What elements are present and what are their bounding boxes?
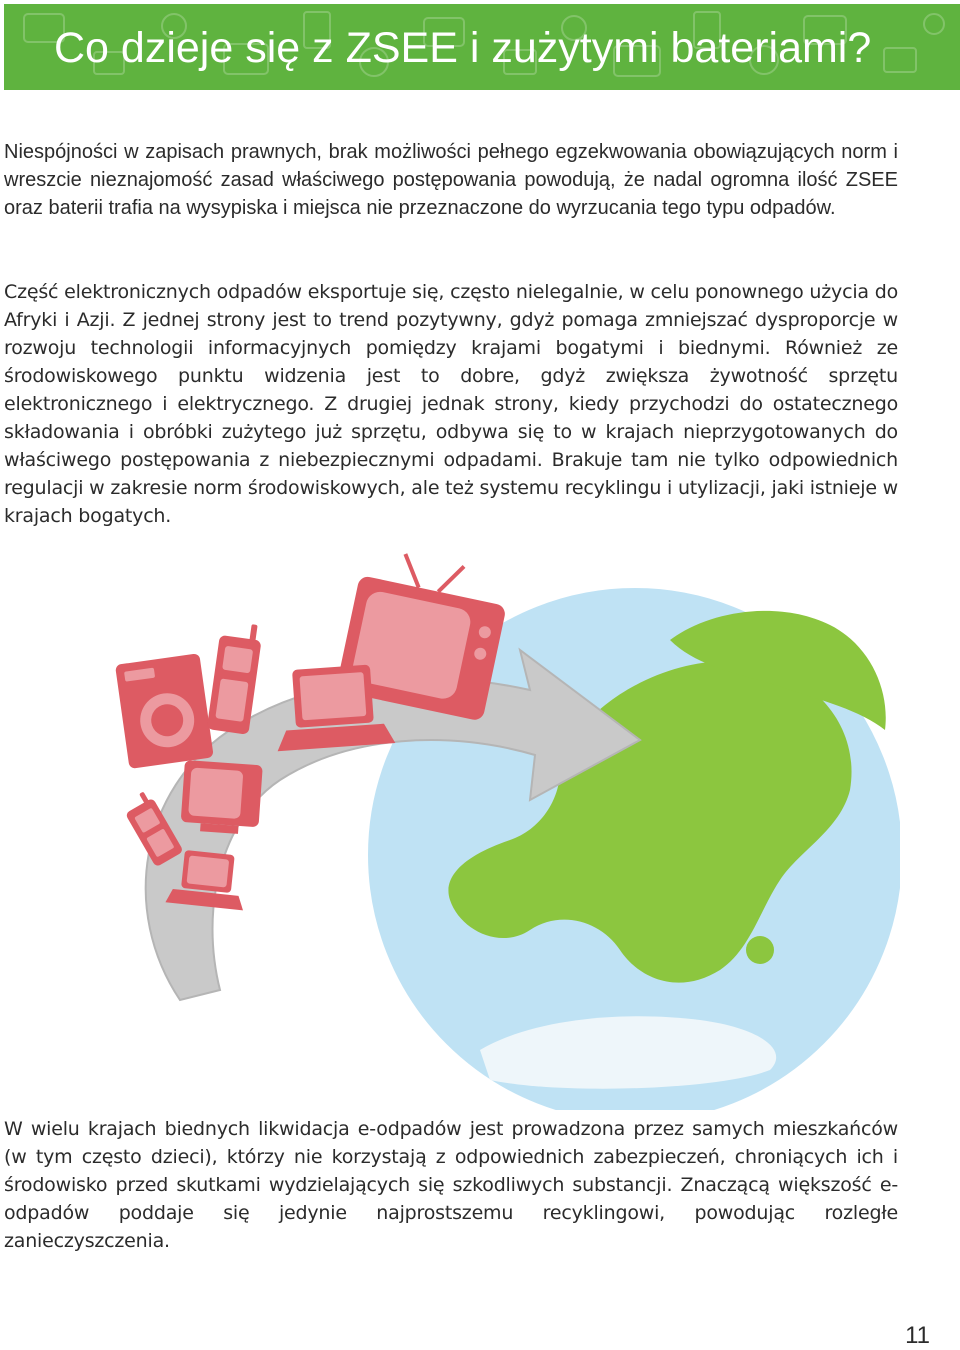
title-banner <box>4 4 960 90</box>
washing-machine-icon <box>115 653 214 769</box>
paragraph-2: Część elektronicznych odpadów eksportuje się, często nielegalnie, w celu ponownego użycia do Afryki i Azji. Z jednej strony jest to trend pozytywny, gdyż pomaga zmniejszać dysproporcje w rozwoju technologii informacyjnych pomiędzy krajami bogatymi i biednymi. Również ze środowiskowego punktu widzenia jest to dobre, gdyż zwiększa żywotność sprzętu elektronicznego i elektrycznego. Z drugiej jednak strony, kiedy przychodzi do ostatecznego składowania i obróbki zużytego już sprzętu, odbywa się to w krajach nieprzygotowanych do właściwego postępowania z niebezpiecznymi odpadami. Brakuje tam nie tylko odpowiednich regulacji w zakresie norm środowiskowych, ale też systemu recyklingu i utylizacji, jaki istnieje w krajach bogatych. <box>4 281 898 527</box>
paragraph-1: Niespójności w zapisach prawnych, brak możliwości pełnego egzekwowania obowiązujących norm i wreszcie nieznajomość zasad właściwego postępowania powodują, że nadal ogromna ilość ZSEE oraz baterii trafia na wysypiska i miejsca nie przeznaczone do wyrzucania tego typu odpadów. <box>4 141 898 219</box>
page-number: 11 <box>905 1322 930 1349</box>
paragraph-3: W wielu krajach biednych likwidacja e-odpadów jest prowadzona przez samych mieszkańców (w tym często dzieci), którzy nie korzystają z odpowiednich zabezpieczeń, chroniących ich i środowisko przed skutkami wydzielających się szkodliwych substancji. Znaczącą większość e-odpadów poddaje się jedynie najprostszemu recyklingowi, powodując rozległe zanieczyszczenia. <box>4 1118 898 1252</box>
page-title: Co dzieje się z ZSEE i zużytymi bateriami? <box>54 24 872 72</box>
e-waste-export-globe-illustration <box>60 530 900 1110</box>
